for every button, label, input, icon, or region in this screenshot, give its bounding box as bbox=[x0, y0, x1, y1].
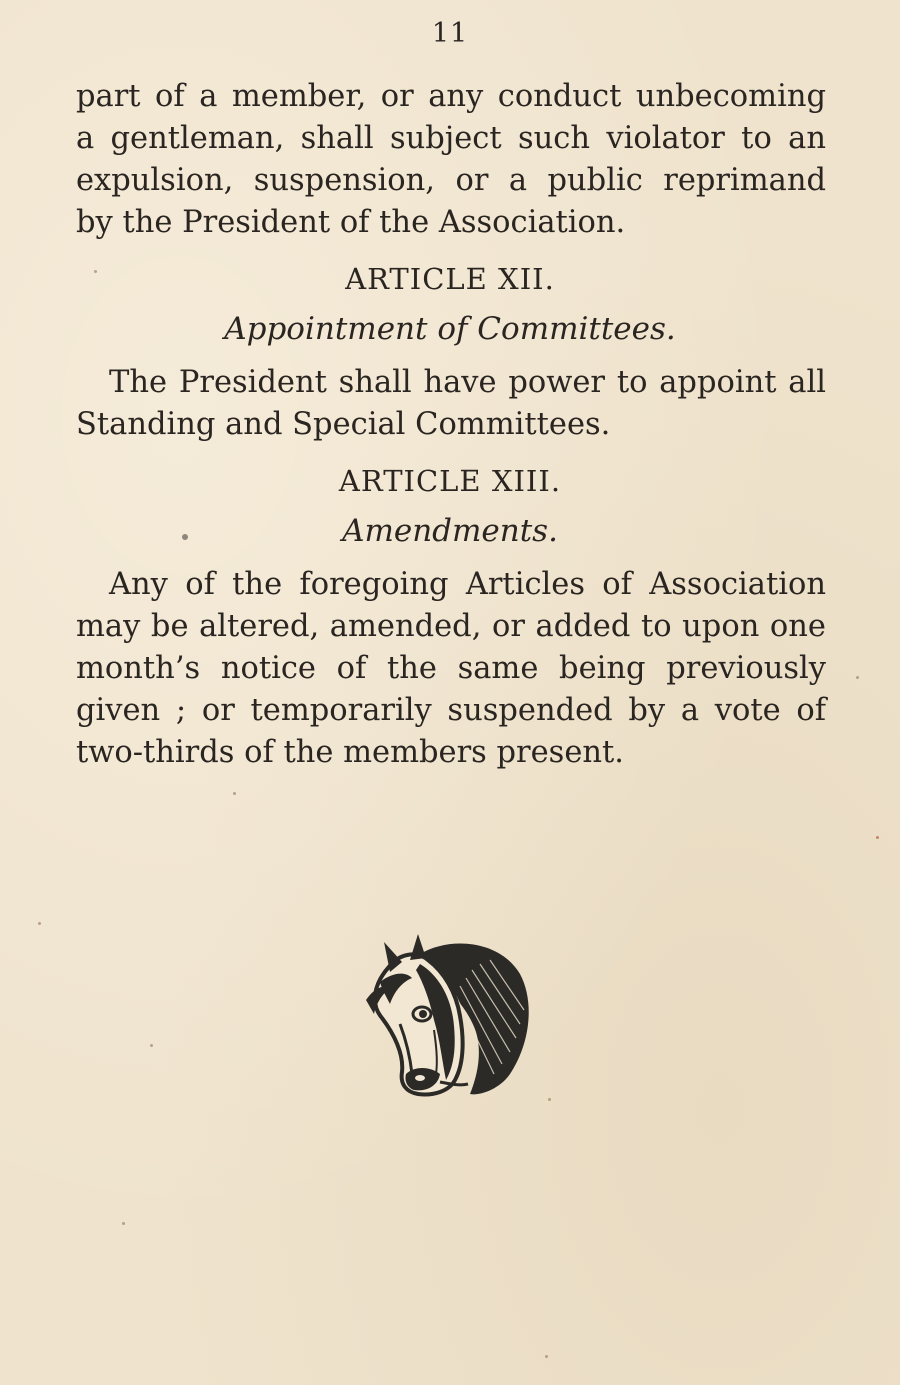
continuation-paragraph bbox=[76, 76, 826, 244]
paragraph-line: month’s notice of the same being previously bbox=[76, 651, 826, 686]
paragraph-line: expulsion, suspension, or a public reprimand bbox=[76, 163, 826, 198]
paper-speck bbox=[38, 922, 41, 925]
article-13-paragraph bbox=[76, 564, 826, 774]
article-12-heading: ARTICLE XII. bbox=[345, 262, 555, 296]
paper-speck bbox=[122, 1222, 125, 1225]
paper-speck bbox=[150, 1044, 153, 1047]
page-number: 11 bbox=[431, 18, 469, 49]
paragraph-line: by the President of the Association. bbox=[76, 205, 626, 240]
paper-speck bbox=[856, 676, 859, 679]
paper-speck bbox=[545, 1355, 548, 1358]
article-13-heading: ARTICLE XIII. bbox=[338, 464, 562, 498]
paper-speck bbox=[233, 792, 236, 795]
paragraph-line: given ; or temporarily suspended by a vote of bbox=[76, 693, 826, 728]
paragraph-line: The President shall have power to appoint all bbox=[109, 365, 826, 400]
paragraph-line: part of a member, or any conduct unbecoming bbox=[76, 79, 826, 114]
paragraph-line: Any of the foregoing Articles of Association bbox=[109, 567, 826, 602]
paragraph-line: may be altered, amended, or added to upon one bbox=[76, 609, 826, 644]
article-13-subheading: Amendments. bbox=[342, 513, 558, 549]
paper-speck bbox=[876, 836, 879, 839]
paper-speck bbox=[548, 1098, 551, 1101]
paragraph-line: a gentleman, shall subject such violator to an bbox=[76, 121, 826, 156]
article-12-subheading: Appointment of Committees. bbox=[224, 311, 676, 347]
horse-head-engraving-icon bbox=[360, 934, 534, 1100]
article-12-paragraph bbox=[76, 362, 826, 446]
paragraph-line: Standing and Special Committees. bbox=[76, 407, 611, 442]
paragraph-line: two-thirds of the members present. bbox=[76, 735, 624, 770]
